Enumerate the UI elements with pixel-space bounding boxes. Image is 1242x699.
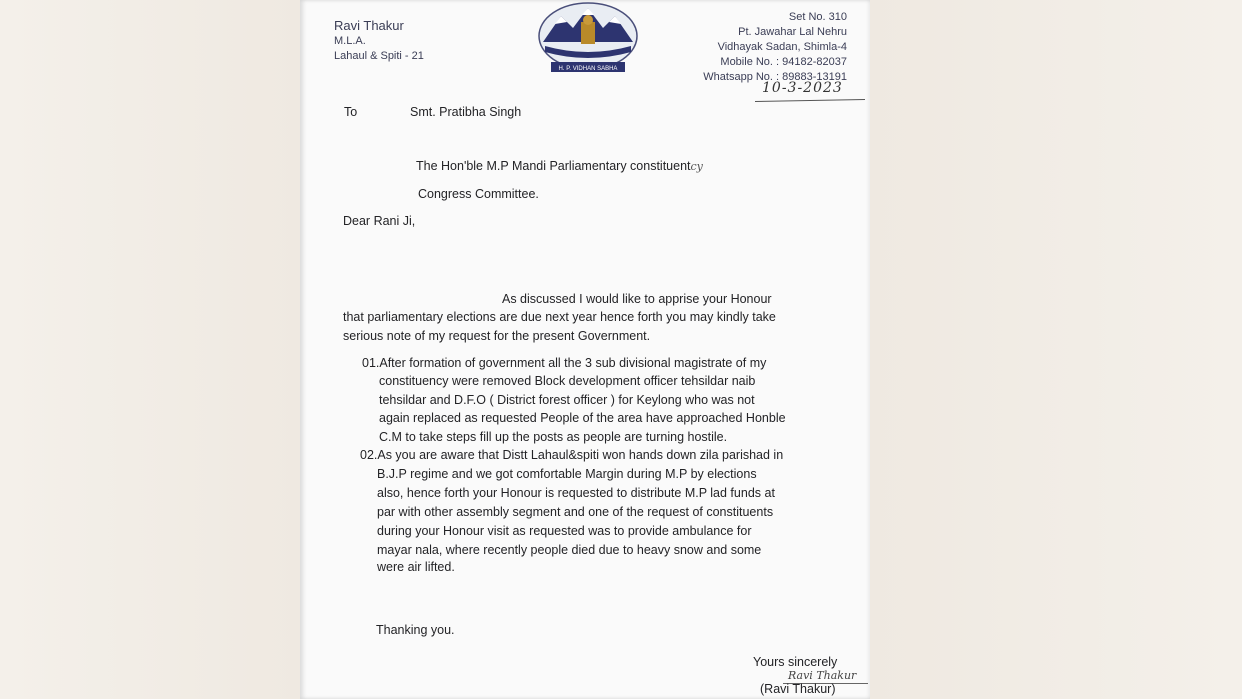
date-underline: [755, 99, 865, 102]
recipient-designation: The Hon'ble M.P Mandi Parliamentary constituentcy: [416, 159, 703, 173]
intro-line: serious note of my request for the present Government.: [343, 329, 651, 343]
point-1-line: 01.After formation of government all the 3 sub divisional magistrate of my: [362, 356, 767, 370]
address-line: Pt. Jawahar Lal Nehru: [738, 26, 847, 38]
address-line: Vidhayak Sadan, Shimla-4: [717, 41, 847, 53]
point-1-line: tehsildar and D.F.O ( District forest officer ) for Keylong who was not: [379, 393, 755, 407]
salutation: Dear Rani Ji,: [343, 214, 416, 228]
vidhan-sabha-emblem: [537, 2, 639, 74]
recipient-committee: Congress Committee.: [418, 187, 539, 201]
point-2-line: were air lifted.: [377, 560, 455, 574]
recipient-name: Smt. Pratibha Singh: [410, 105, 522, 119]
sender-constituency: Lahaul & Spiti - 21: [334, 50, 424, 62]
letterhead-sender: [334, 18, 424, 64]
point-2-line: 02.As you are aware that Distt Lahaul&spiti won hands down zila parishad in: [360, 448, 784, 462]
signature: Ravi Thakur: [788, 669, 857, 682]
sender-title: M.L.A.: [334, 35, 366, 47]
point-1-line: again replaced as requested People of the area have approached Honble: [379, 411, 786, 425]
to-label: To: [344, 105, 358, 119]
sign-off: Yours sincerely: [753, 655, 838, 669]
mobile-number: Mobile No. : 94182-82037: [720, 56, 847, 68]
intro-line: that parliamentary elections are due next year hence forth you may kindly take: [343, 310, 776, 324]
handwritten-correction: cy: [690, 160, 703, 173]
letterhead-address: [685, 10, 847, 85]
address-line: Set No. 310: [788, 11, 847, 23]
background-right: [870, 0, 1242, 699]
whatsapp-number: Whatsapp No. : 89883-13191: [703, 71, 847, 83]
background-left: [0, 0, 300, 699]
sender-name: Ravi Thakur: [334, 18, 404, 33]
point-2-line: also, hence forth your Honour is requested to distribute M.P lad funds at: [377, 486, 775, 500]
point-1-line: constituency were removed Block development officer tehsildar naib: [379, 374, 756, 388]
letter-page: [300, 0, 870, 699]
emblem-text: H. P. VIDHAN SABHA: [558, 66, 618, 72]
point-2-line: during your Honour visit as requested was to provide ambulance for: [377, 524, 752, 538]
point-2-line: mayar nala, where recently people died due to heavy snow and some: [377, 543, 762, 557]
handwritten-date: 10-3-2023: [762, 80, 843, 96]
intro-line: As discussed I would like to apprise your Honour: [502, 292, 772, 306]
point-2-line: par with other assembly segment and one of the request of constituents: [377, 505, 774, 519]
closing: Thanking you.: [376, 623, 455, 637]
point-1-line: C.M to take steps fill up the posts as people are turning hostile.: [379, 430, 728, 444]
point-2-line: B.J.P regime and we got comfortable Margin during M.P by elections: [377, 467, 757, 481]
signatory-name: (Ravi Thakur): [760, 682, 836, 696]
